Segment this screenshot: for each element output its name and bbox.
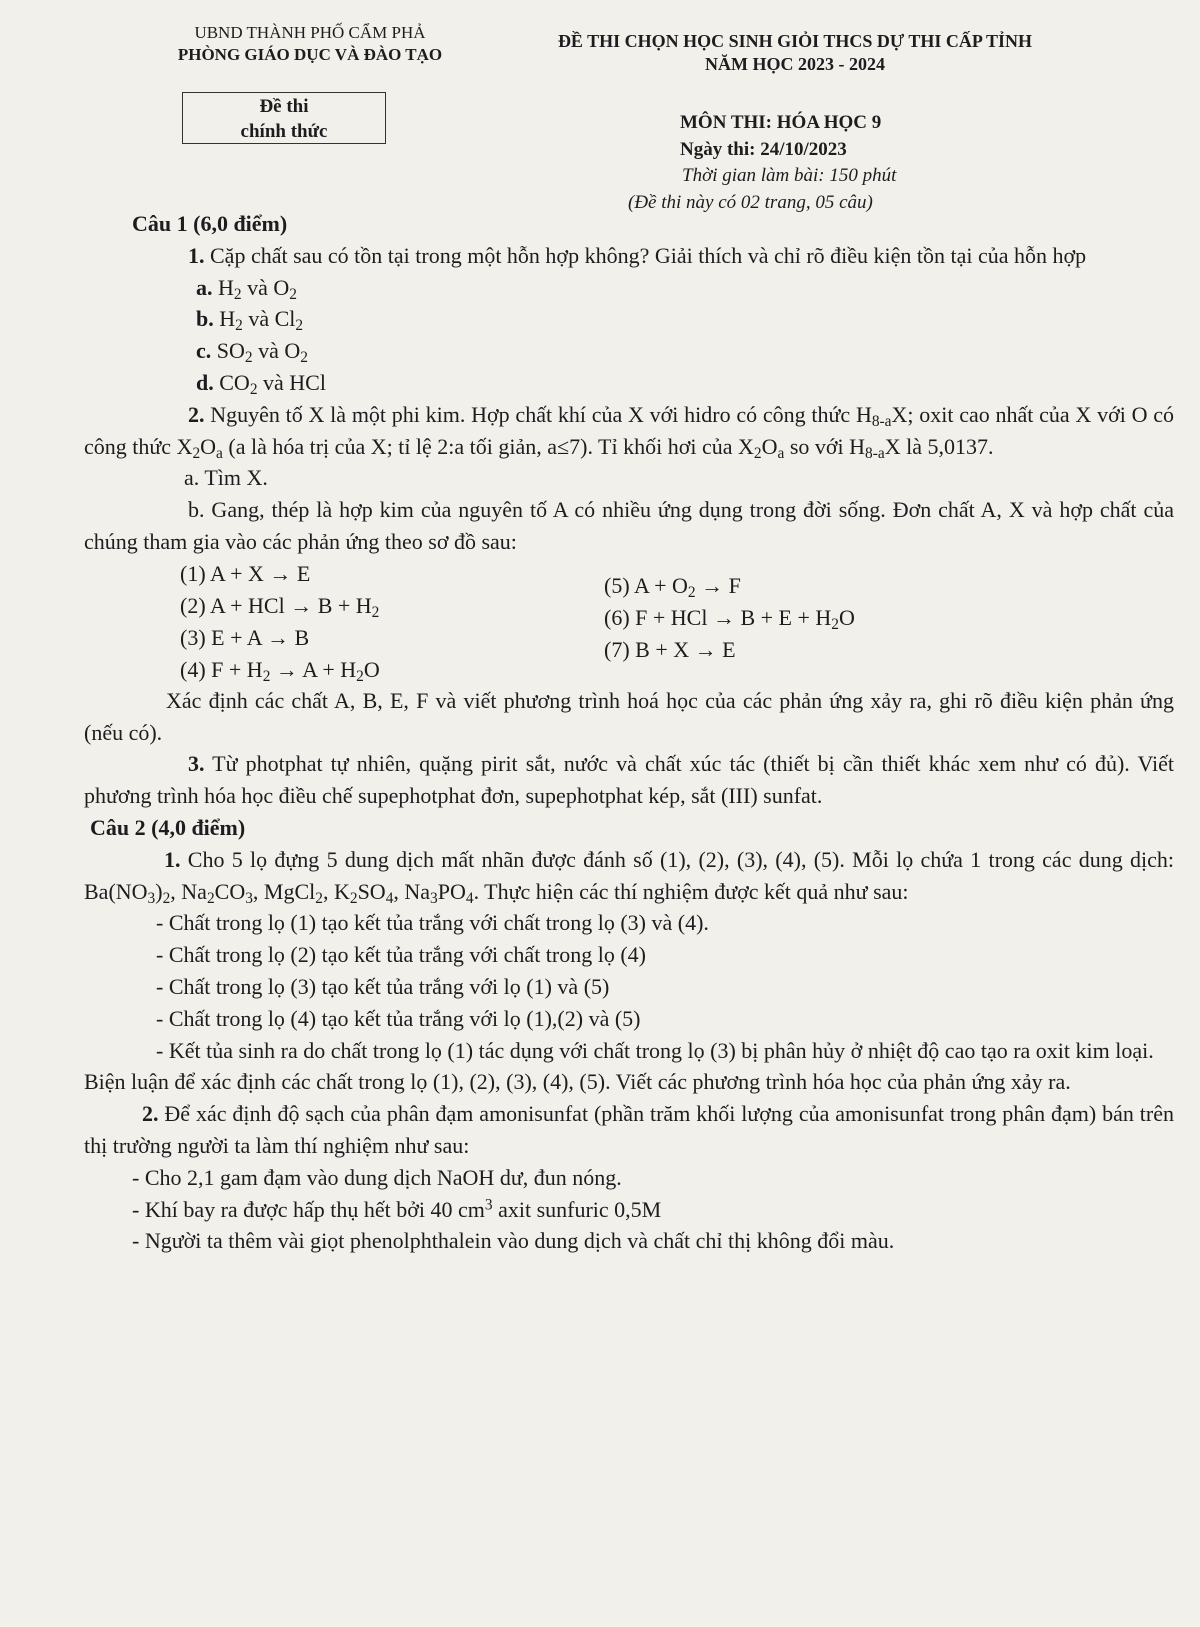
- organization-header: [140, 22, 480, 66]
- q2-result-5: - Kết tủa sinh ra do chất trong lọ (1) tác dụng với chất trong lọ (3) bị phân hủy ở nhiệt độ cao tạo ra oxit kim loại.: [156, 1037, 1154, 1063]
- reaction-1: (1) A + X → E: [180, 560, 311, 586]
- exam-content: [84, 208, 1174, 1257]
- q2-reasoning: Biện luận để xác định các chất trong lọ (1), (2), (3), (4), (5). Viết các phương trình hóa học của phản ứng xảy ra.: [84, 1069, 1071, 1095]
- reaction-6: (6) F + HCl → $B + E + H_2O$: [604, 604, 855, 633]
- q1-part-1: [84, 240, 1174, 272]
- reaction-4: (4) $F + H_2 \to A + H_2O$: [180, 656, 380, 685]
- reaction-2: (2) A + HCl → $B + H_2$: [180, 592, 380, 621]
- q1-option-d: d. $CO_2$ và HCl: [196, 369, 326, 398]
- official-line-1: Đề thi: [259, 96, 309, 117]
- reaction-5: (5) $A + O_2 \to F$: [604, 572, 741, 601]
- q1-part-3: 3. Từ photphat tự nhiên, quặng pirit sắt, nước và chất xúc tác (thiết bị cần thiết khác xem như có đủ). Viết phương trình hóa học điều chế supephotphat đơn, supephotphat kép, sắt (III) sunfat.: [84, 751, 1174, 809]
- q1-part-1-text: Cặp chất sau có tồn tại trong một hỗn hợp không? Giải thích và chỉ rõ điều kiện tồn tại của hỗn hợp: [204, 242, 1087, 268]
- q1-part-3-number: 3.: [188, 751, 205, 777]
- q1-option-a: a. $H_2$ và $O_2$: [196, 274, 297, 303]
- q2-part-1-number: 1.: [164, 846, 181, 872]
- pages-note: (Đề thi này có 02 trang, 05 câu): [628, 191, 873, 213]
- q1-option-c: c. $SO_2$ và $O_2$: [196, 338, 308, 367]
- q1-option-b: b. $H_2$ và $Cl_2$: [196, 306, 304, 335]
- q1-part-2-a: a. Tìm X.: [184, 465, 268, 491]
- q1-determine-instruction: Xác định các chất A, B, E, F và viết phương trình hoá học của các phản ứng xảy ra, ghi rõ điều kiện phản ứng (nếu có).: [84, 687, 1174, 745]
- q2-result-2: - Chất trong lọ (2) tạo kết tủa trắng với chất trong lọ (4): [156, 942, 647, 968]
- question-1-title: Câu 1 (6,0 điểm): [132, 211, 288, 236]
- reaction-3: (3) E + A → B: [180, 624, 310, 650]
- reaction-scheme: [180, 558, 1174, 685]
- exam-title-line-2: NĂM HỌC 2023 - 2024: [705, 54, 885, 75]
- org-line-1: UBND THÀNH PHỐ CẨM PHẢ: [194, 23, 426, 42]
- q1-part-2-number: 2.: [188, 401, 205, 427]
- official-line-2: chính thức: [240, 120, 328, 142]
- exam-title: [505, 30, 1085, 77]
- q2-result-4: - Chất trong lọ (4) tạo kết tủa trắng với lọ (1),(2) và (5): [156, 1005, 641, 1031]
- q2-part-2-number: 2.: [142, 1101, 159, 1127]
- q1-part-2-b: b. Gang, thép là hợp kim của nguyên tố A có nhiều ứng dụng trong đời sống. Đơn chất A, X và hợp chất của chúng tham gia vào các phản ứng theo sơ đồ sau:: [84, 497, 1174, 554]
- q2-part-2: 2. Để xác định độ sạch của phân đạm amonisunfat (phần trăm khối lượng của amonisunfat trong phân đạm) bán trên thị trường người ta làm thí nghiệm như sau:: [84, 1101, 1174, 1158]
- q1-part-2: 2. Nguyên tố X là một phi kim. Hợp chất khí của X với hidro có công thức $H_{8-a}X$; oxit cao nhất của X với O có công thức $X_2O_a$ (a là hóa trị của X; tỉ lệ 2:a tối giản, a≤7). Tỉ khối hơi của $X_2O_a$ so với $H_{8-a}X$ là 5,0137.: [84, 401, 1174, 462]
- q2-step-3: - Người ta thêm vài giọt phenolphthalein vào dung dịch và chất chỉ thị không đổi màu.: [132, 1228, 895, 1254]
- q2-part-1: 1. Cho 5 lọ đựng 5 dung dịch mất nhãn được đánh số (1), (2), (3), (4), (5). Mỗi lọ chứa 1 trong các dung dịch: $Ba(NO_3)_2$, $Na_2CO_3$, MgCl$_2$, $K_2SO_4$, $Na_3PO_4$. Thực hiện các thí nghiệm được kết quả như sau:: [84, 846, 1174, 907]
- exam-duration: Thời gian làm bài: 150 phút: [682, 165, 897, 187]
- exam-title-line-1: ĐỀ THI CHỌN HỌC SINH GIỎI THCS DỰ THI CẤP TỈNH: [557, 31, 1033, 51]
- question-2-title: Câu 2 (4,0 điểm): [90, 814, 246, 840]
- exam-date: Ngày thi: 24/10/2023: [680, 138, 847, 160]
- q1-part-1-number: 1.: [188, 242, 205, 268]
- org-line-2: PHÒNG GIÁO DỤC VÀ ĐÀO TẠO: [177, 45, 443, 65]
- q2-step-2: - Khí bay ra được hấp thụ hết bởi 40 $cm^3$ axit sunfuric 0,5M: [132, 1195, 662, 1222]
- q2-step-1: - Cho 2,1 gam đạm vào dung dịch NaOH dư, đun nóng.: [132, 1164, 622, 1190]
- q2-result-3: - Chất trong lọ (3) tạo kết tủa trắng với lọ (1) và (5): [156, 973, 610, 999]
- subject-info: [628, 110, 1040, 216]
- official-exam-box: [182, 92, 386, 144]
- q2-result-1: - Chất trong lọ (1) tạo kết tủa trắng với chất trong lọ (3) và (4).: [156, 910, 709, 936]
- reaction-7: (7) B + X → E: [604, 636, 736, 662]
- subject: MÔN THI: HÓA HỌC 9: [680, 112, 882, 133]
